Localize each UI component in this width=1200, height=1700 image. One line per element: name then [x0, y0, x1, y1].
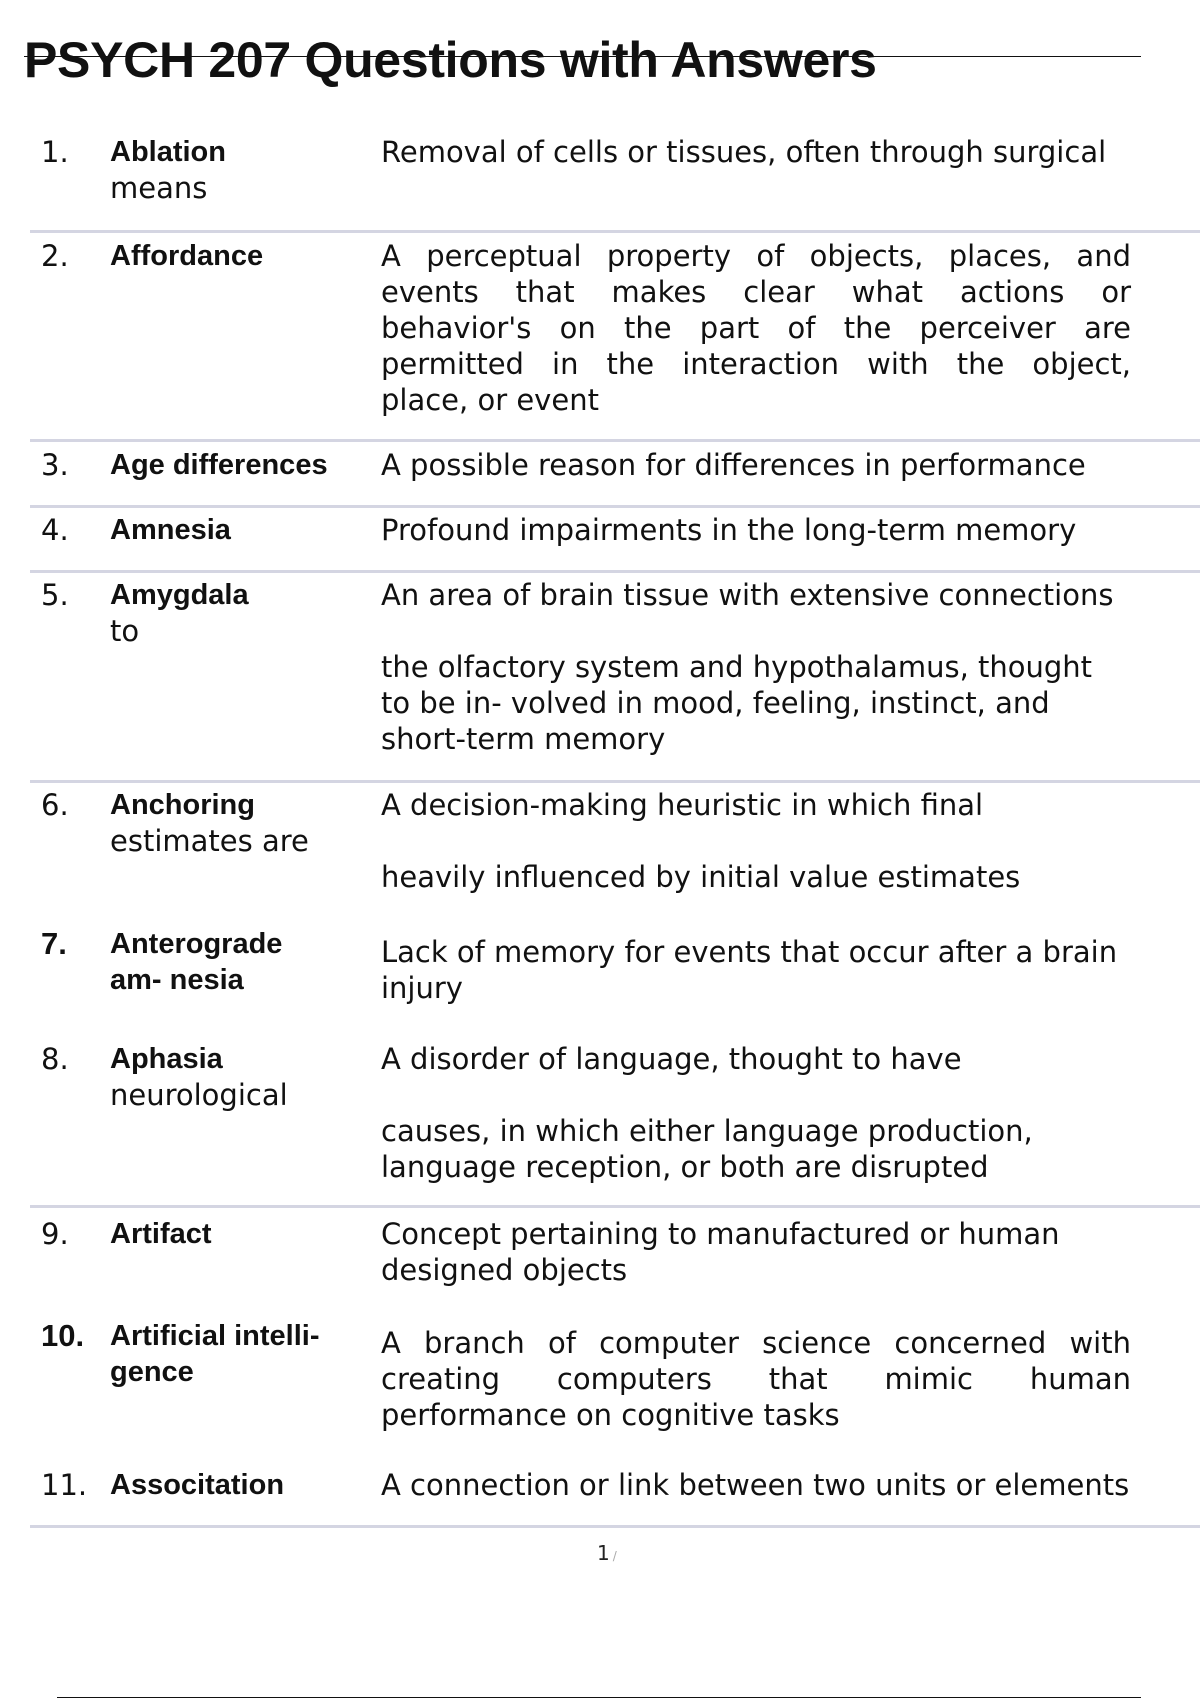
definition-line: A connection or link between two units or elements [381, 1468, 1130, 1502]
definition-line: injury [381, 971, 463, 1005]
document-title: PSYCH 207 Questions with Answers [24, 32, 877, 88]
page-number-separator: / [612, 1549, 617, 1563]
term-continuation: to [110, 614, 140, 648]
definition-line: behavior's on the part of the perceiver are [381, 311, 1131, 345]
definition-line: language reception, or both are disrupted [381, 1150, 989, 1184]
entry-number: 7. [41, 926, 67, 961]
definition-line: A branch of computer science concerned with [381, 1326, 1131, 1360]
entry-number: 6. [41, 788, 69, 822]
definition-line: causes, in which either language production, [381, 1114, 1033, 1148]
entry-definition [381, 934, 1200, 1006]
entry-term [110, 577, 390, 649]
definition-line: Concept pertaining to manufactured or human [381, 1217, 1060, 1251]
entry-term [110, 238, 390, 274]
row-separator [30, 570, 1200, 573]
row-separator [30, 505, 1200, 508]
bottom-rule [57, 1697, 1141, 1698]
row-separator [30, 780, 1200, 783]
entry-definition [381, 134, 1200, 170]
entry-number: 5. [41, 578, 69, 612]
term-name: Amygdala [110, 579, 249, 611]
entry-number: 11. [41, 1468, 88, 1502]
term-name: Amnesia [110, 514, 231, 546]
definition-line: events that makes clear what actions or [381, 275, 1131, 309]
row-separator [30, 1525, 1200, 1528]
entry-term [110, 1041, 390, 1113]
entry-term [110, 134, 390, 206]
row-separator [30, 230, 1200, 233]
definition-line: designed objects [381, 1253, 628, 1287]
definition-line: Lack of memory for events that occur after a brain [381, 935, 1118, 969]
row-separator [30, 1205, 1200, 1208]
term-name: Ablation [110, 136, 226, 168]
entry-definition [381, 787, 1200, 895]
term-continuation: neurological [110, 1078, 288, 1112]
entry-term [110, 512, 390, 548]
entry-definition [381, 577, 1200, 757]
term-name: Anterograde [110, 928, 283, 960]
term-name: Artificial intelli- [110, 1320, 320, 1352]
entry-definition [381, 512, 1200, 548]
definition-line: short-term memory [381, 722, 666, 756]
page-number-value: 1 [597, 1541, 610, 1565]
definition-line: performance on cognitive tasks [381, 1398, 840, 1432]
definition-line: An area of brain tissue with extensive connections [381, 578, 1114, 612]
entry-term [110, 1467, 390, 1503]
definition-line: the olfactory system and hypothalamus, thought [381, 650, 1093, 684]
definition-line: place, or event [381, 383, 599, 417]
definition-line: Profound impairments in the long-term memory [381, 513, 1077, 547]
qa-list [30, 0, 1200, 1700]
entry-definition [381, 447, 1200, 483]
term-continuation: means [110, 171, 208, 205]
definition-line: A decision-making heuristic in which final [381, 788, 984, 822]
definition-line: A possible reason for differences in performance [381, 448, 1086, 482]
term-name: Affordance [110, 240, 264, 272]
entry-definition [381, 1325, 1200, 1433]
entry-term [110, 1216, 390, 1252]
term-name: Age differences [110, 449, 328, 481]
entry-term [110, 926, 390, 998]
page-number [597, 1541, 617, 1565]
term-name: Associtation [110, 1469, 285, 1501]
definition-line: A perceptual property of objects, places, and [381, 239, 1131, 273]
row-separator [30, 439, 1200, 442]
entry-number: 10. [41, 1318, 85, 1353]
entry-number: 4. [41, 513, 69, 547]
term-name: Anchoring [110, 789, 255, 821]
entry-term [110, 447, 390, 483]
entry-number: 9. [41, 1217, 69, 1251]
entry-number: 3. [41, 448, 69, 482]
definition-line: creating computers that mimic human [381, 1362, 1131, 1396]
entry-number: 1. [41, 135, 69, 169]
entry-definition [381, 1467, 1200, 1503]
entry-term [110, 1318, 390, 1390]
term-continuation: gence [110, 1356, 194, 1388]
term-continuation: am- nesia [110, 964, 244, 996]
term-continuation: estimates are [110, 824, 309, 858]
entry-number: 8. [41, 1042, 69, 1076]
entry-definition [381, 1041, 1200, 1185]
entry-definition [381, 238, 1200, 418]
term-name: Artifact [110, 1218, 212, 1250]
entry-definition [381, 1216, 1200, 1288]
definition-line: A disorder of language, thought to have [381, 1042, 962, 1076]
entry-number: 2. [41, 239, 69, 273]
term-name: Aphasia [110, 1043, 223, 1075]
definition-line: Removal of cells or tissues, often through surgical [381, 135, 1107, 169]
definition-line: permitted in the interaction with the object, [381, 347, 1131, 381]
entry-term [110, 787, 390, 859]
definition-line: to be in- volved in mood, feeling, instinct, and [381, 686, 1050, 720]
definition-line: heavily influenced by initial value estimates [381, 860, 1021, 894]
